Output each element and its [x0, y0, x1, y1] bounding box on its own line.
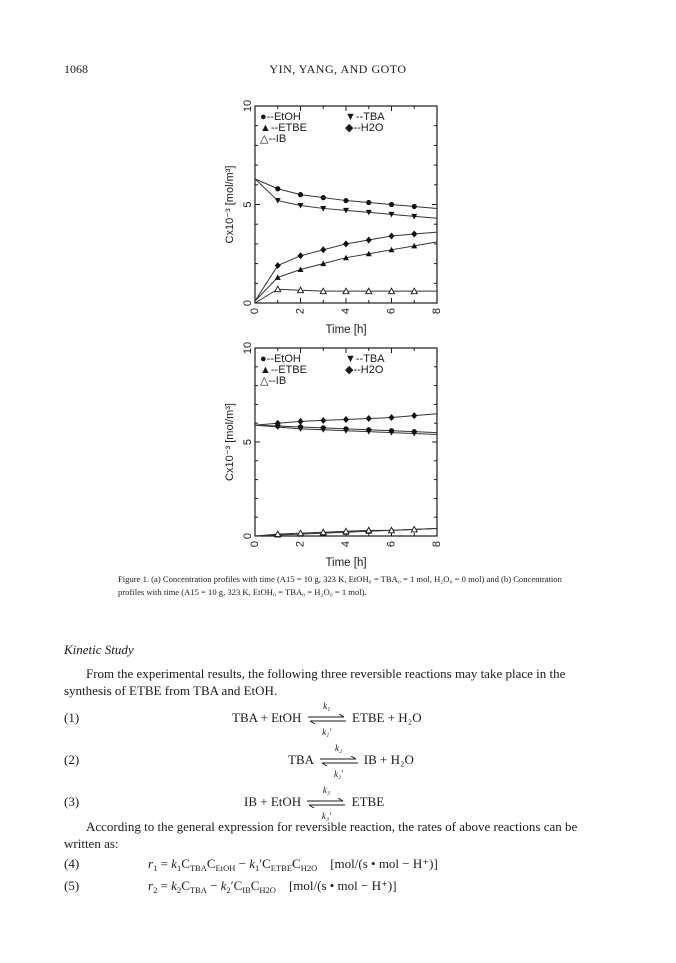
- data-point-etoh: [321, 195, 326, 200]
- legend-entry: ●--EtOH: [260, 111, 301, 123]
- equation-1-lhs: TBA + EtOH: [232, 710, 302, 725]
- equation-2-kb: k₂′: [334, 769, 344, 780]
- running-title: YIN, YANG, AND GOTO: [269, 62, 407, 76]
- data-point-h2o: [366, 236, 372, 243]
- equilibrium-arrow-icon: [307, 785, 345, 822]
- legend-entry: △--IB: [260, 133, 287, 145]
- legend-entry: ▼--TBA: [345, 111, 385, 123]
- section-title: Kinetic Study: [64, 642, 134, 657]
- equation-1-number: (1): [64, 710, 80, 725]
- data-point-h2o: [389, 233, 395, 240]
- y-tick-label: 0: [242, 299, 254, 307]
- data-point-etoh: [389, 202, 394, 207]
- paragraph-intro: From the experimental results, the following three reversible reactions may take place in the synthesis of ETBE from TBA and EtOH.: [64, 666, 566, 698]
- rate-4-number: (4): [64, 856, 80, 871]
- y-tick-label: 0: [242, 532, 254, 540]
- legend-entry: △--IB: [260, 375, 287, 387]
- x-tick-label: 2: [294, 540, 307, 548]
- equation-3-rhs: ETBE: [351, 794, 385, 809]
- equation-3-kb: k₃′: [321, 811, 331, 822]
- data-point-etoh: [412, 204, 417, 209]
- data-point-h2o: [320, 417, 326, 424]
- data-point-h2o: [411, 231, 417, 238]
- x-tick-label: 4: [339, 540, 352, 548]
- data-point-h2o: [298, 252, 304, 259]
- x-tick-label: 8: [430, 307, 443, 315]
- data-point-etoh: [343, 198, 348, 203]
- fit-curve-etoh: [255, 179, 437, 209]
- equation-2-lhs: TBA: [288, 752, 314, 767]
- data-point-etoh: [366, 200, 371, 205]
- data-point-h2o: [343, 416, 349, 423]
- equation-2-number: (2): [64, 752, 80, 767]
- x-axis-label: Time [h]: [325, 324, 367, 336]
- data-point-etoh: [298, 192, 303, 197]
- equation-3: [244, 785, 385, 822]
- legend-entry: ▲--ETBE: [260, 122, 307, 134]
- equation-3-kf: k₃: [322, 785, 330, 796]
- legend-entry: ◆--H2O: [345, 122, 384, 134]
- rate-4-unit: [mol/(s • mol − H⁺)]: [330, 856, 438, 871]
- rate-5-number: (5): [64, 878, 80, 893]
- y-axis-label: Cx10⁻³ [mol/m³]: [224, 165, 236, 244]
- page-number: 1068: [64, 62, 88, 76]
- rate-equation-5: $r_2 = k_2C_{TBA} - k_2'C_{IB}C_{H2O}$ [mol/(s • mol − H⁺)]: [148, 878, 397, 895]
- data-point-h2o: [298, 418, 304, 425]
- x-tick-label: 8: [430, 540, 443, 548]
- x-tick-label: 2: [294, 307, 307, 315]
- y-axis-label: Cx10⁻³ [mol/m³]: [224, 403, 236, 481]
- equilibrium-arrow-icon: [308, 701, 346, 738]
- equation-1-rhs: ETBE + H₂O: [351, 710, 422, 725]
- data-point-h2o: [389, 414, 395, 421]
- rate-5-unit: [mol/(s • mol − H⁺)]: [288, 878, 397, 893]
- data-point-h2o: [366, 415, 372, 422]
- x-tick-label: 0: [248, 307, 261, 315]
- equation-1-kf: k₁: [323, 701, 331, 712]
- y-tick-label: 10: [242, 341, 254, 355]
- x-tick-label: 0: [248, 540, 261, 548]
- y-tick-label: 5: [242, 201, 254, 208]
- equation-3-lhs: IB + EtOH: [244, 794, 302, 809]
- equation-1: [232, 701, 422, 738]
- y-tick-label: 10: [242, 99, 254, 113]
- figure-caption: Figure 1. (a) Concentration profiles with time (A15 = 10 g, 323 K, EtOH₀ = TBA₀ = 1 mol, H₂O₀ = 0 mol) and (b) Concentration profiles with time (A15 = 10 g, 323 K, EtOH₀ = TBA₀ = H₂O₀ = 1 mol).: [118, 574, 562, 597]
- data-point-h2o: [411, 412, 417, 419]
- x-axis-label: Time [h]: [325, 557, 367, 569]
- legend-entry: ▲--ETBE: [260, 364, 307, 376]
- x-tick-label: 4: [339, 307, 352, 315]
- legend-entry: ◆--H2O: [345, 364, 384, 376]
- chart-b-svg: [225, 340, 465, 570]
- equation-3-number: (3): [64, 794, 80, 809]
- legend-entry: ▼--TBA: [345, 353, 385, 365]
- data-point-etoh: [275, 186, 280, 191]
- x-tick-label: 6: [385, 307, 398, 315]
- figure-panel-a: [225, 98, 465, 338]
- chart-a-svg: [225, 98, 465, 338]
- equation-1-kb: k₁′: [322, 727, 332, 738]
- data-point-h2o: [343, 240, 349, 247]
- equation-2-kf: k₂: [334, 743, 343, 754]
- y-tick-label: 5: [242, 438, 254, 446]
- equation-2-rhs: IB + H₂O: [363, 752, 414, 767]
- x-tick-label: 6: [385, 540, 398, 548]
- figure-panel-b: [225, 340, 465, 570]
- equation-2: [288, 743, 414, 780]
- legend-entry: ●--EtOH: [260, 353, 301, 365]
- rate-equation-4: $r_1 = k_1C_{TBA}C_{EtOH} - k_1'C_{ETBE}C_{H2O}$ [mol/(s • mol − H⁺)]: [148, 856, 438, 873]
- equilibrium-arrow-icon: [320, 743, 358, 780]
- paragraph-rates: According to the general expression for reversible reaction, the rates of above reactions can be written as:: [64, 819, 578, 851]
- data-point-h2o: [320, 246, 326, 253]
